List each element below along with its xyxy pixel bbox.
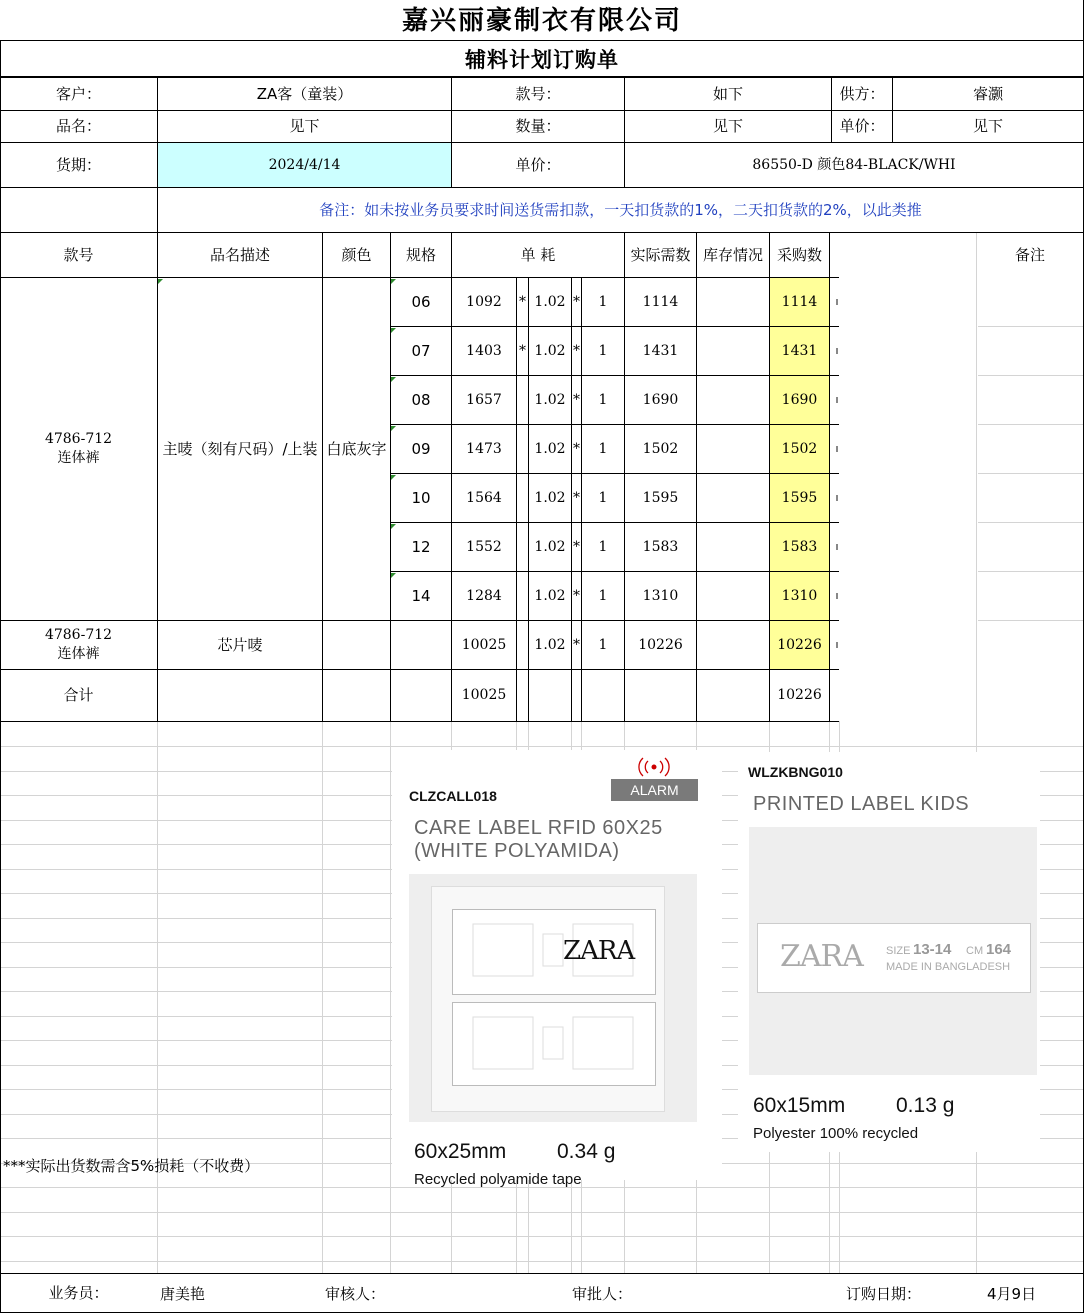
row-factor: 1.02 bbox=[534, 539, 566, 555]
row-op1: * bbox=[519, 294, 526, 310]
cell-tick bbox=[836, 299, 838, 305]
cell-marker bbox=[391, 377, 396, 382]
item-name-label: 品名： bbox=[55, 117, 101, 135]
row-actual: 1595 bbox=[642, 490, 679, 506]
border bbox=[451, 232, 452, 722]
cell-tick bbox=[836, 397, 838, 403]
printed-label-title: PRINTED LABEL KIDS bbox=[753, 793, 970, 815]
printed-label-size: 60x15mm bbox=[753, 1094, 846, 1117]
made-in-text: MADE IN BANGLADESH bbox=[886, 961, 1011, 973]
border bbox=[624, 77, 625, 188]
printed-label-code: WLZKBNG010 bbox=[748, 764, 843, 780]
gridline bbox=[978, 571, 1083, 572]
cell-marker bbox=[158, 279, 163, 284]
row-purchase[interactable]: 1595 bbox=[781, 490, 818, 506]
total-purchase: 10226 bbox=[777, 687, 822, 703]
reviewer-label: 审核人： bbox=[325, 1285, 386, 1303]
row-factor: 1.02 bbox=[534, 441, 566, 457]
quantity-label: 数量： bbox=[515, 117, 561, 135]
row-size: 08 bbox=[411, 391, 431, 409]
col-purchase: 采购数 bbox=[776, 245, 822, 264]
gridline bbox=[978, 620, 1083, 621]
border bbox=[0, 77, 1084, 78]
row-purchase[interactable]: 1690 bbox=[781, 392, 818, 408]
group1-style: 4786-712 连体裤 bbox=[44, 431, 113, 466]
supplier-label: 供方： bbox=[839, 84, 885, 103]
border bbox=[516, 277, 517, 722]
cell-tick bbox=[836, 593, 838, 599]
border bbox=[0, 40, 1, 1313]
cell-marker bbox=[391, 279, 396, 284]
row-purchase[interactable]: 1114 bbox=[781, 294, 818, 310]
row-mult: 1 bbox=[598, 441, 608, 457]
border bbox=[391, 571, 839, 572]
row-size: 14 bbox=[411, 587, 431, 605]
supplier-value[interactable]: 睿灏 bbox=[972, 84, 1003, 103]
gridline bbox=[978, 375, 1083, 376]
border bbox=[829, 232, 830, 722]
group1-color: 白底灰字 bbox=[326, 439, 387, 458]
style-label: 款号： bbox=[515, 84, 561, 103]
customer-label: 客户： bbox=[55, 84, 101, 103]
cell-tick bbox=[836, 544, 838, 550]
row-actual: 1690 bbox=[642, 392, 679, 408]
border bbox=[0, 620, 839, 621]
printed-label-material: Polyester 100% recycled bbox=[753, 1125, 919, 1142]
border bbox=[0, 187, 1084, 188]
col-note: 备注 bbox=[1014, 245, 1045, 264]
care-label-image bbox=[409, 874, 697, 1122]
order-date-label: 订购日期： bbox=[846, 1285, 922, 1303]
border bbox=[0, 232, 1084, 233]
row-actual: 1114 bbox=[642, 294, 679, 310]
border bbox=[0, 669, 839, 670]
unit-price-value[interactable]: 见下 bbox=[972, 117, 1003, 135]
total-qty: 10025 bbox=[461, 687, 507, 703]
row-actual: 1502 bbox=[642, 441, 679, 457]
group1-description: 主唛（刻有尺码）/上装 bbox=[162, 439, 318, 458]
row-factor: 1.02 bbox=[534, 392, 566, 408]
quantity-value[interactable]: 见下 bbox=[712, 117, 743, 135]
border bbox=[696, 232, 697, 722]
row-op2: * bbox=[573, 294, 580, 310]
row-op1: * bbox=[519, 343, 526, 359]
border bbox=[571, 277, 572, 722]
border bbox=[624, 232, 625, 722]
item-name-value[interactable]: 见下 bbox=[289, 117, 320, 135]
row-op2: * bbox=[573, 490, 580, 506]
border bbox=[0, 277, 839, 278]
row-mult: 1 bbox=[598, 588, 608, 604]
border bbox=[391, 424, 839, 425]
gridline bbox=[322, 721, 323, 1274]
group2-style: 4786-712 连体裤 bbox=[44, 627, 113, 662]
size-value: 13-14 bbox=[913, 941, 952, 958]
company-name: 嘉兴丽豪制衣有限公司 bbox=[401, 5, 682, 36]
gridline bbox=[978, 326, 1083, 327]
border bbox=[391, 473, 839, 474]
rfid-tag-bottom bbox=[452, 1002, 656, 1086]
row-mult: 1 bbox=[598, 343, 608, 359]
row-size: 07 bbox=[411, 342, 431, 360]
col-size: 规格 bbox=[405, 245, 436, 264]
size-prefix: SIZE bbox=[886, 945, 911, 957]
row-op2: * bbox=[573, 539, 580, 555]
customer-value[interactable]: ZA客（童装） bbox=[256, 84, 353, 103]
border bbox=[0, 721, 839, 722]
row-actual: 1583 bbox=[642, 539, 679, 555]
row-purchase[interactable]: 1583 bbox=[781, 539, 818, 555]
gridline bbox=[976, 233, 977, 721]
gridline bbox=[390, 721, 391, 1274]
cell-marker bbox=[391, 426, 396, 431]
row-factor: 1.02 bbox=[534, 490, 566, 506]
border bbox=[0, 110, 1084, 111]
gridline bbox=[978, 473, 1083, 474]
price-value[interactable]: 86550-D 颜色84-BLACK/WHI bbox=[752, 156, 956, 173]
zara-logo: ZARA bbox=[780, 939, 863, 974]
alarm-icon bbox=[634, 756, 674, 778]
order-date-value[interactable]: 4月9日 bbox=[987, 1285, 1037, 1303]
printed-label-weight: 0.13 g bbox=[896, 1094, 955, 1117]
cell-tick bbox=[836, 348, 838, 354]
col-actual: 实际需数 bbox=[630, 245, 691, 264]
rfid-tag-top bbox=[452, 909, 656, 995]
gridline bbox=[978, 522, 1083, 523]
border bbox=[0, 40, 1084, 41]
group2-purchase[interactable]: 10226 bbox=[777, 636, 822, 653]
gridline bbox=[157, 721, 158, 1274]
row-op1 bbox=[517, 425, 528, 474]
row-actual: 1310 bbox=[642, 588, 679, 604]
border bbox=[322, 232, 323, 722]
price-label: 单价： bbox=[515, 155, 561, 174]
care-label-size: 60x25mm bbox=[414, 1140, 507, 1163]
approver-label: 审批人： bbox=[572, 1285, 633, 1303]
row-op2: * bbox=[573, 392, 580, 408]
group2-actual: 10226 bbox=[638, 636, 683, 653]
row-mult: 1 bbox=[598, 294, 608, 310]
row-op2: * bbox=[573, 441, 580, 457]
row-purchase[interactable]: 1310 bbox=[781, 588, 818, 604]
cell-marker bbox=[391, 524, 396, 529]
row-mult: 1 bbox=[598, 490, 608, 506]
row-qty: 1403 bbox=[466, 343, 502, 359]
group2-op1 bbox=[517, 621, 528, 669]
care-label-title: CARE LABEL RFID 60X25 (WHITE POLYAMIDA) bbox=[414, 817, 663, 862]
cell-marker bbox=[391, 475, 396, 480]
group2-factor: 1.02 bbox=[534, 636, 566, 653]
printed-label-image bbox=[749, 827, 1037, 1075]
gridline bbox=[0, 1236, 1084, 1237]
cm-prefix: CM bbox=[966, 945, 984, 957]
col-stock: 库存情况 bbox=[702, 245, 763, 264]
gridline bbox=[0, 1212, 1084, 1213]
border bbox=[0, 1273, 1084, 1274]
border bbox=[892, 77, 893, 143]
care-label-weight: 0.34 g bbox=[557, 1140, 616, 1163]
col-style: 款号 bbox=[63, 245, 94, 264]
col-consumption: 单 耗 bbox=[520, 245, 556, 264]
delivery-date-value[interactable]: 2024/4/14 bbox=[268, 156, 341, 173]
border bbox=[391, 522, 839, 523]
gridline bbox=[0, 1261, 1084, 1262]
group2-description: 芯片唛 bbox=[217, 635, 263, 654]
row-op2: * bbox=[573, 588, 580, 604]
row-qty: 1284 bbox=[466, 588, 502, 604]
loss-footnote: ***实际出货数需含5%损耗（不收费） bbox=[3, 1157, 260, 1175]
border bbox=[391, 375, 839, 376]
remark-text: 备注：如未按业务员要求时间送货需扣款，一天扣货款的1%，二天扣货款的2%，以此类推 bbox=[319, 200, 922, 219]
gridline bbox=[978, 424, 1083, 425]
border bbox=[769, 232, 770, 722]
row-size: 09 bbox=[411, 440, 431, 458]
unit-price-label: 单价： bbox=[839, 117, 885, 135]
border bbox=[0, 142, 1084, 143]
group2-qty: 10025 bbox=[461, 636, 507, 653]
border bbox=[451, 77, 452, 188]
row-qty: 1473 bbox=[466, 441, 502, 457]
cell-marker bbox=[391, 328, 396, 333]
group2-op2: * bbox=[573, 636, 580, 653]
col-description: 品名描述 bbox=[209, 245, 270, 264]
border bbox=[391, 326, 839, 327]
row-qty: 1552 bbox=[466, 539, 502, 555]
document-title: 辅料计划订购单 bbox=[465, 46, 619, 72]
row-qty: 1564 bbox=[466, 490, 502, 506]
row-purchase[interactable]: 1431 bbox=[781, 343, 818, 359]
delivery-label: 货期： bbox=[55, 155, 101, 174]
row-op1 bbox=[517, 523, 528, 572]
row-size: 06 bbox=[411, 293, 431, 311]
border bbox=[157, 77, 158, 722]
total-label: 合计 bbox=[63, 686, 94, 704]
gridline bbox=[0, 746, 1084, 747]
care-label-material: Recycled polyamide tape bbox=[414, 1171, 582, 1188]
row-size: 10 bbox=[411, 489, 431, 507]
row-actual: 1431 bbox=[642, 343, 679, 359]
cell-tick bbox=[836, 446, 838, 452]
row-op1 bbox=[517, 376, 528, 425]
salesman-value[interactable]: 唐美艳 bbox=[160, 1285, 206, 1303]
row-purchase[interactable]: 1502 bbox=[781, 441, 818, 457]
row-factor: 1.02 bbox=[534, 343, 566, 359]
border bbox=[528, 277, 529, 722]
salesman-label: 业务员： bbox=[48, 1283, 109, 1302]
row-op1 bbox=[517, 474, 528, 523]
row-mult: 1 bbox=[598, 539, 608, 555]
row-mult: 1 bbox=[598, 392, 608, 408]
col-color: 颜色 bbox=[341, 245, 372, 264]
cell-marker bbox=[391, 573, 396, 578]
border bbox=[831, 77, 832, 143]
alarm-badge: ALARM bbox=[611, 779, 698, 801]
zara-logo: ZARA bbox=[563, 936, 635, 966]
group2-mult: 1 bbox=[598, 636, 608, 653]
border bbox=[390, 232, 391, 722]
row-qty: 1657 bbox=[466, 392, 502, 408]
row-op1 bbox=[517, 572, 528, 621]
row-size: 12 bbox=[411, 538, 431, 556]
row-factor: 1.02 bbox=[534, 294, 566, 310]
cm-value: 164 bbox=[986, 941, 1012, 958]
style-value[interactable]: 如下 bbox=[712, 84, 743, 103]
cell-tick bbox=[836, 495, 838, 501]
row-qty: 1092 bbox=[466, 294, 502, 310]
cell-tick bbox=[836, 642, 838, 648]
care-label-code: CLZCALL018 bbox=[409, 788, 497, 804]
row-op2: * bbox=[573, 343, 580, 359]
border bbox=[581, 277, 582, 722]
row-factor: 1.02 bbox=[534, 588, 566, 604]
